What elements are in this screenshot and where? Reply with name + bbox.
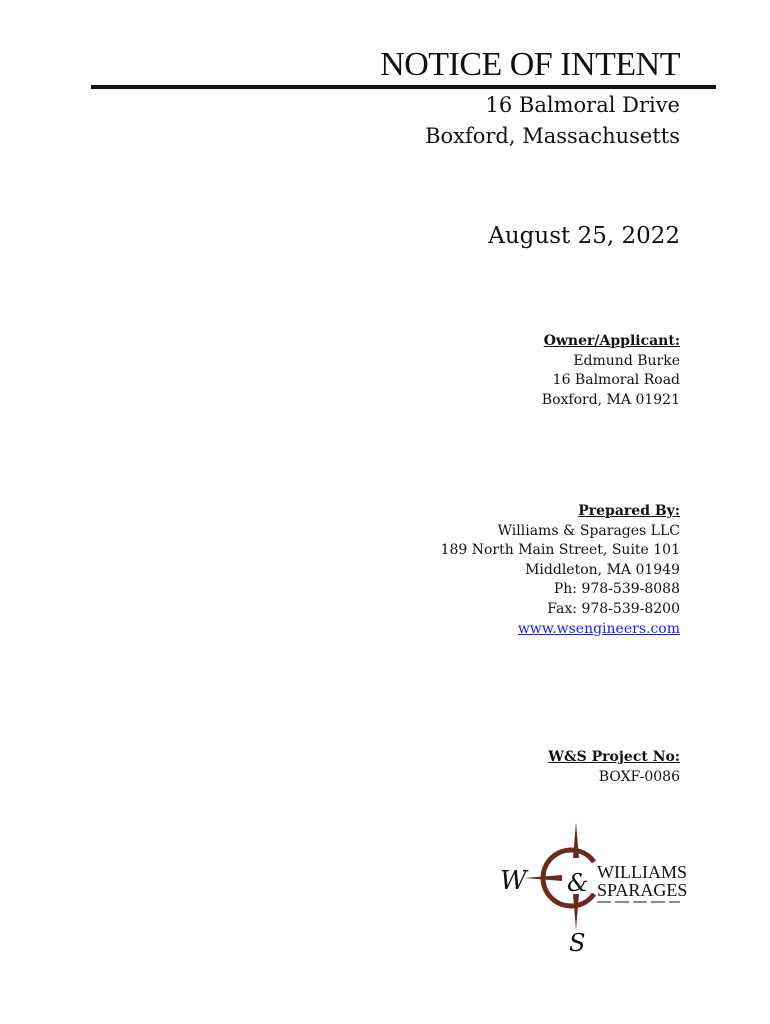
logo-name-line2: SPARAGES (597, 880, 688, 900)
company-logo (490, 818, 690, 958)
owner-heading: Owner/Applicant: (543, 333, 680, 349)
document-date: August 25, 2022 (488, 223, 680, 249)
prepared-fax: Fax: 978-539-8200 (547, 600, 680, 617)
logo-name-line1: WILLIAMS (597, 862, 687, 882)
compass-south-point (573, 894, 579, 930)
logo-letter-s: S (569, 929, 586, 957)
project-heading: W&S Project No: (548, 749, 680, 765)
project-number: BOXF-0086 (598, 768, 680, 785)
prepared-company: Williams & Sparages LLC (497, 522, 680, 539)
project-block (548, 748, 680, 787)
owner-street: 16 Balmoral Road (552, 372, 680, 389)
owner-name: Edmund Burke (573, 352, 680, 369)
site-address-line2: Boxford, Massachusetts (425, 124, 680, 148)
site-address-line1: 16 Balmoral Drive (485, 93, 680, 117)
prepared-heading: Prepared By: (578, 503, 680, 519)
title-rule (91, 85, 716, 89)
prepared-city: Middleton, MA 01949 (525, 561, 680, 578)
prepared-street: 189 North Main Street, Suite 101 (440, 542, 680, 559)
owner-city: Boxford, MA 01921 (541, 391, 680, 408)
logo-letter-amp: & (567, 869, 589, 897)
prepared-phone: Ph: 978-539-8088 (553, 581, 680, 598)
logo-letter-w: W (500, 866, 527, 896)
document-title: NOTICE OF INTENT (380, 46, 680, 83)
owner-block (542, 332, 680, 410)
website-link[interactable]: www.wsengineers.com (517, 620, 680, 637)
prepared-by-block (441, 502, 680, 639)
